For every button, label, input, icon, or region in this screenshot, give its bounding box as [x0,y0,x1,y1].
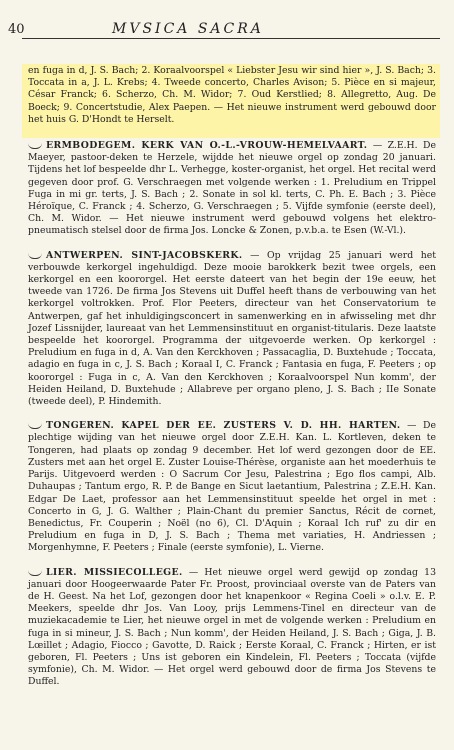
section-heading: ANTWERPEN. SINT-JACOBSKERK. [46,249,243,261]
section-tongeren [28,420,436,554]
section-text: — Z.E.H. De Maeyer, pastoor-deken te Herzele, wijdde het nieuwe orgel op zondag 20 januari. Tijdens het lof bespeelde dhr L. Verhegge, koster-organist, het orgel. Het recital werd gegeven door prof. G. Verschraegen met volgende werken : 1. Preludium en Trippel Fuga in mi gr. terts, J. S. Bach ; 2. Sonate in sol kl. terts, C. Ph. E. Bach ; 3. Pièce Héroïque, C. Franck ; 4. Scherzo, G. Verschraegen ; 5. Vijfde symfonie (eerste deel), Ch. M. Widor. — Het nieuwe instrument werd gebouwd volgens het elektro-pneumatisch stelsel door de firma Jos. Loncke & Zonen, p.v.b.a. te Esen (W.-Vl.). [28,140,436,237]
section-ermbodegem [28,140,436,238]
ornament-icon [28,252,42,259]
ornament-icon [28,422,42,429]
section-text: — Op vrijdag 25 januari werd het verbouwde kerkorgel ingehuldigd. Deze mooie barokkerk bezit twee orgels, een kerkorgel en een koororgel. Het eerste dateert van het begin der 19e eeuw, het tweede van 1726. De firma Jos Stevens uit Duffel heeft thans de verbouwing van het kerkorgel voltrokken. Prof. Flor Peeters, directeur van het Conservatorium te Antwerpen, gaf het inhuldigingsconcert in samenwerking en in afwisseling met dhr Jozef Lissnijder, laureaat van het Lemmensinstituut en organist-titularis. Deze laatste bespeelde het koororgel. Programma der uitgevoerde werken. Op kerkorgel : Preludium en fuga in d, A. Van den Kerckhoven ; Passacaglia, D. Buxtehude ; Toccata, adagio en fuga in c, J. S. Bach ; Koraal I, C. Franck ; Fantasia en fuga, F. Peeters ; op koororgel : Fuga in c, A. Van den Kerckhoven ; Koraalvoorspel Nun komm', der Heiden Heiland, D. Buxtehude ; Allabreve per organo pleno, J. S. Bach ; IIe Sonate (tweede deel), P. Hindemith. [28,249,436,408]
ornament-icon [28,569,42,576]
section-antwerpen [28,250,436,409]
section-heading: TONGEREN. KAPEL DER EE. ZUSTERS V. D. HH. HARTEN. [46,420,401,432]
running-title: MVSICA SACRA [112,21,264,37]
page-number: 40 [8,22,25,37]
intro-paragraph: en fuga in d, J. S. Bach; 2. Koraalvoorspel « Liebster Jesu wir sind hier », J. S. Bach; 3. Toccata in a, J. L. Krebs; 4. Tweede concerto, Charles Avison; 5. Pièce en si majeur, César Franck; 6. Scherzo, Ch. M. Widor; 7. Oud Kerstlied; 8. Allegretto, Aug. De Boeck; 9. Concertstudie, Alex Paepen. — Het nieuwe instrument werd gebouwd door het huis G. D'Hondt te Herselt. [28,65,436,125]
section-text: — De plechtige wijding van het nieuwe orgel door Z.E.H. Kan. L. Kortleven, deken te Tongeren, had plaats op zondag 9 december. Het lof werd gezongen door de EE. Zusters met aan het orgel E. Zuster Louise-Thérèse, organiste aan het moederhuis te Parijs. Uitgevoerd werden : O Sacrum Cor Jesu, Palestrina ; Ego flos campi, Alb. Duhaupas ; Tantum ergo, R. P. de Bange en Sicut laetantium, Palestrina ; Z.E.H. Kan. Edgar De Laet, professor aan het Lemmensinstituut speelde het orgel in met : Concerto in G, J. G. Walther ; Plain-Chant du premier Sanctus, Récit de cornet, Benedictus, Fr. Couperin ; Noël (no 6), Cl. D'Aquin ; Koraal Ich ruf' zu dir en Preludium en fuga in D, J. S. Bach ; Thema met variaties, H. Andriessen ; Morgenhymne, F. Peeters ; Finale (eerste symfonie), L. Vierne. [28,420,436,554]
article-body [28,65,436,689]
section-heading: LIER. MISSIECOLLEGE. [46,566,183,578]
section-text: — Het nieuwe orgel werd gewijd op zondag 13 januari door Hoogeerwaarde Pater Fr. Proost, provinciaal overste van de Paters van de H. Geest. Na het Lof, gezongen door het knapenkoor « Regina Coeli » o.l.v. E. P. Meekers, speelde dhr Jos. Van Looy, prijs Lemmens-Tinel en directeur van de muziekacademie te Lier, het nieuwe orgel in met de volgende werken : Preludium en fuga in si mineur, J. S. Bach ; Nun komm', der Heiden Heiland, J. S. Bach ; Giga, J. B. Lœillet ; Adagio, Fiocco ; Gavotte, D. Raick ; Eerste Koraal, C. Franck ; Hirten, er ist geboren, Fl. Peeters ; Uns ist geboren ein Kindelein, Fl. Peeters ; Toccata (vijfde symfonie), Ch. M. Widor. — Het orgel werd gebouwd door de firma Jos Stevens te Duffel. [28,566,436,688]
header-rule [22,38,440,39]
section-lier [28,567,436,689]
ornament-icon [28,142,42,149]
section-heading: ERMBODEGEM. KERK VAN O.-L.-VROUW-HEMELVAART. [46,140,368,152]
